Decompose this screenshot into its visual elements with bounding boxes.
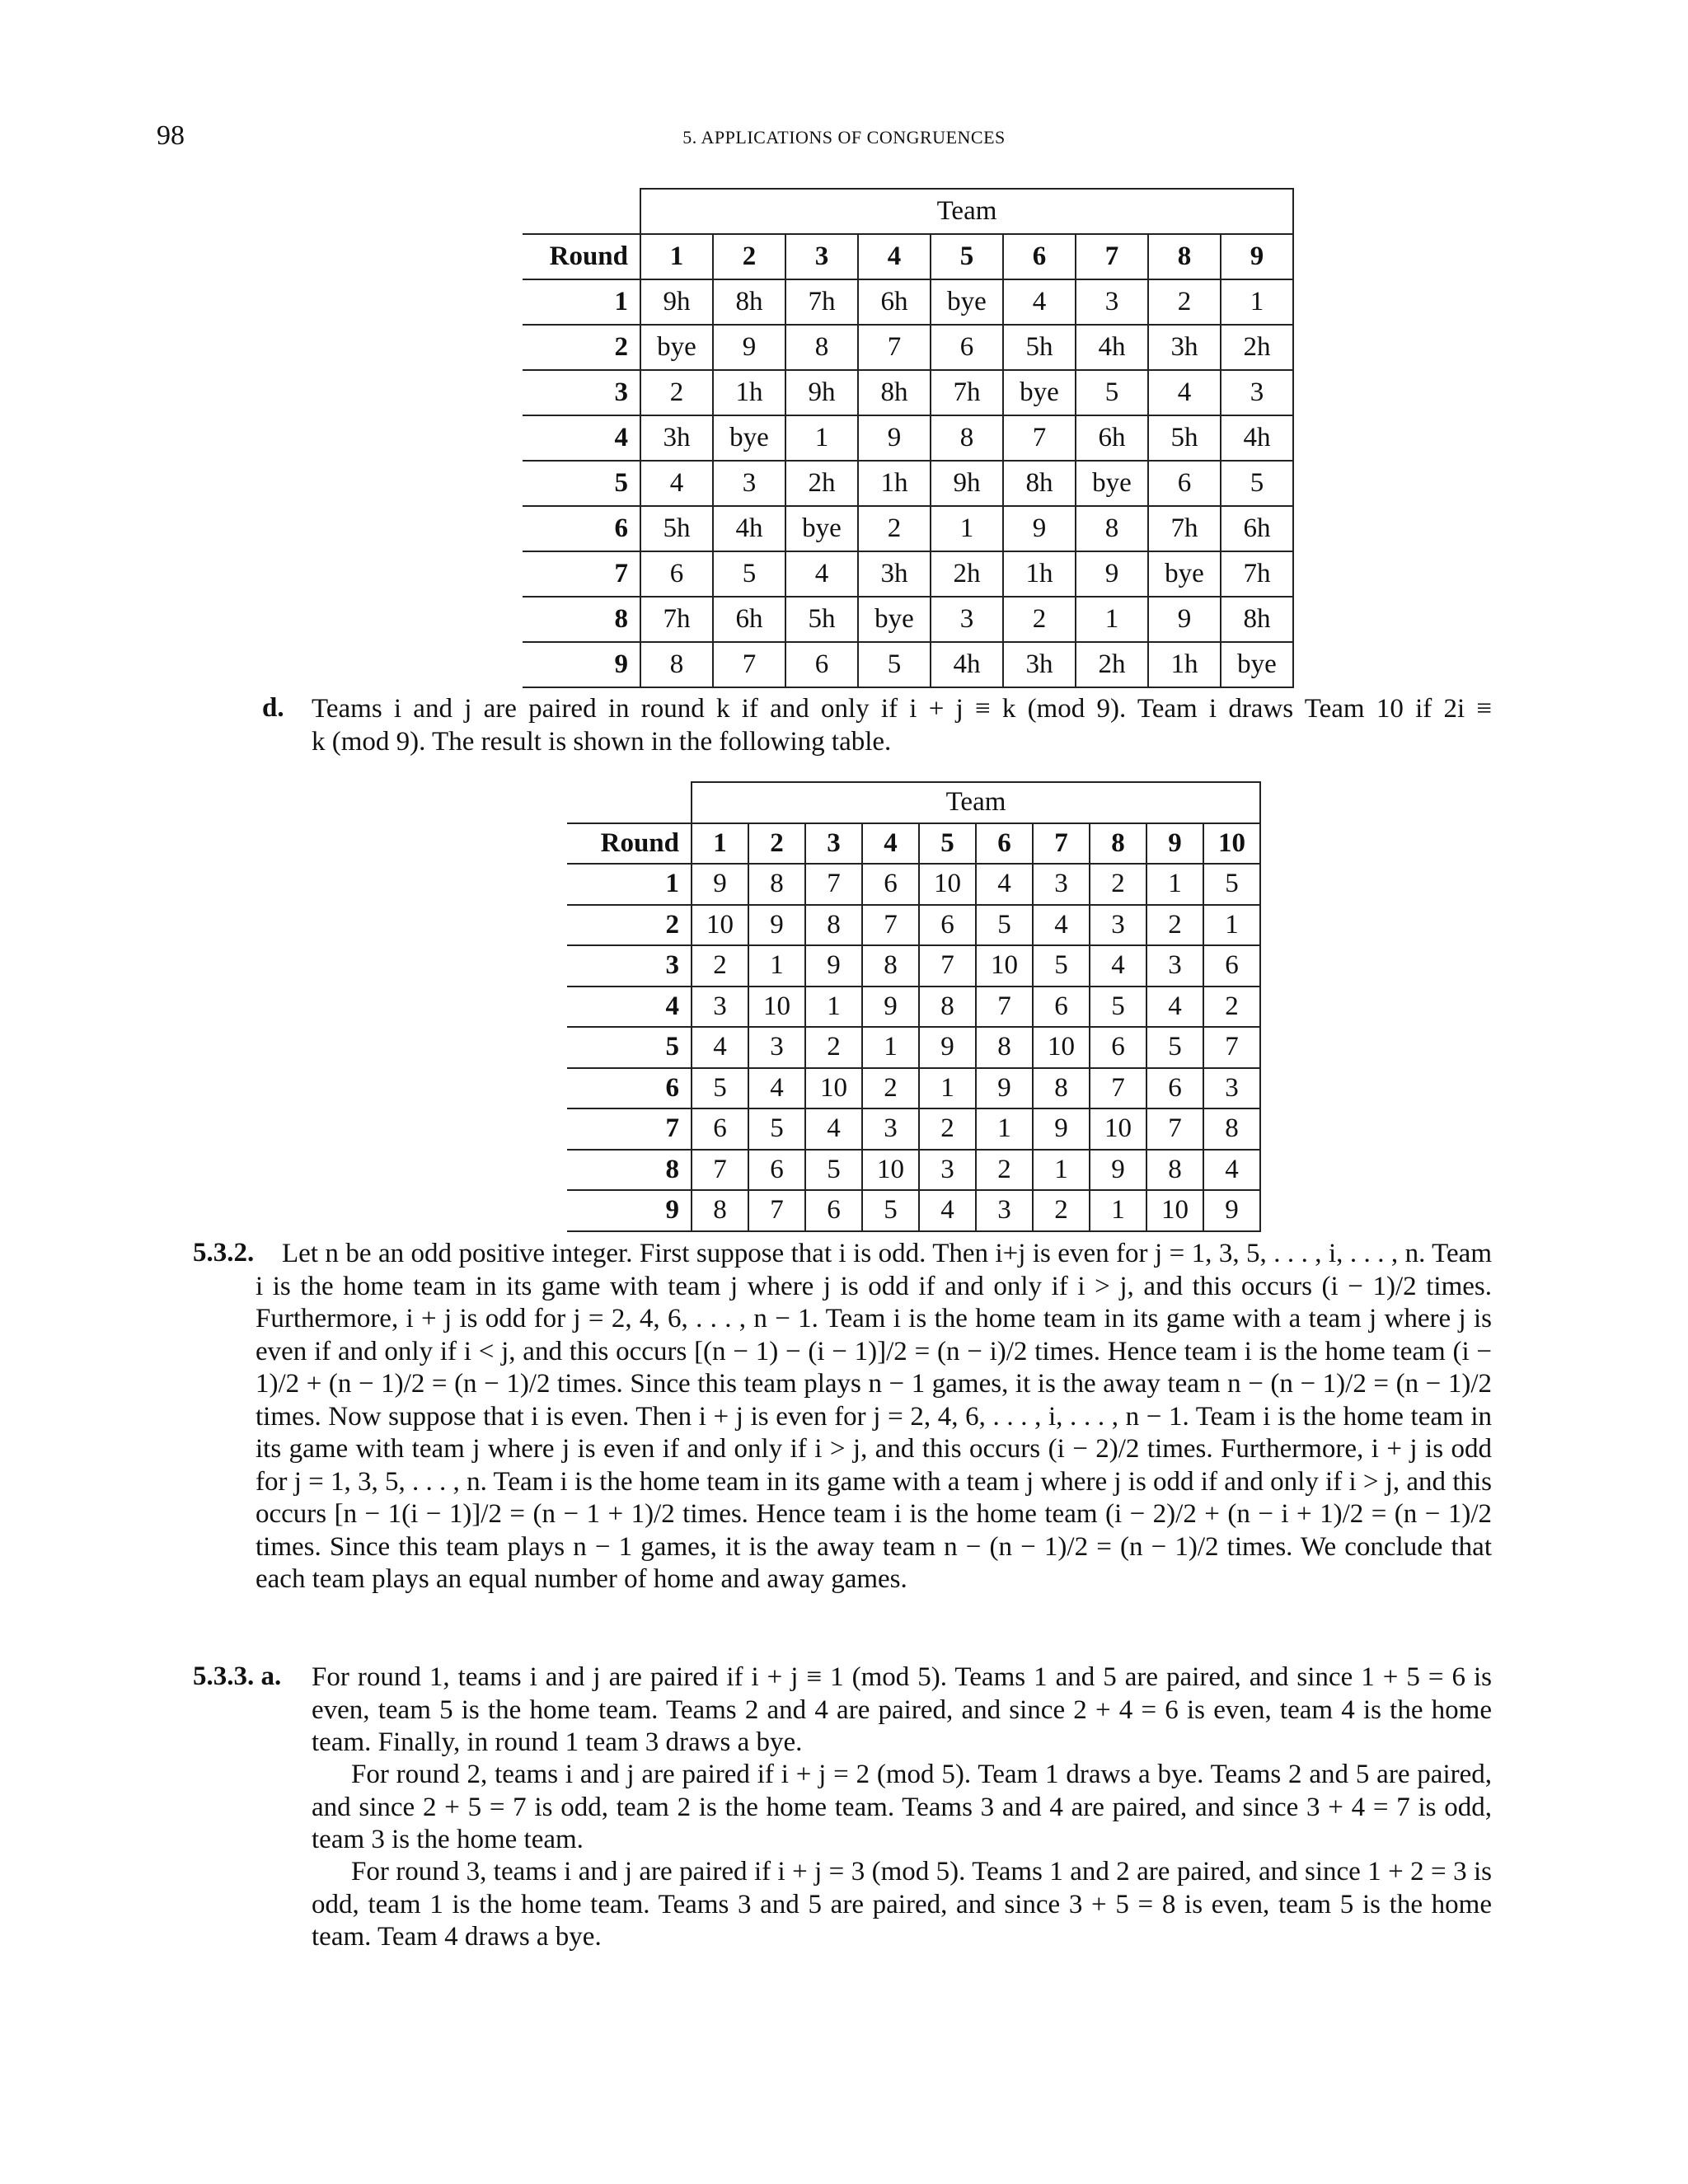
table-cell: 9 <box>713 325 785 370</box>
table-row <box>567 1150 1260 1191</box>
table-row <box>523 642 1293 687</box>
table-cell: 3 <box>1221 370 1293 415</box>
table-cell: 2 <box>919 1108 976 1150</box>
table-cell: 1 <box>1221 279 1293 325</box>
exercise-5-3-3-round1: For round 1, teams i and j are paired if i + j ≡ 1 (mod 5). Teams 1 and 5 are paired, and since 1 + 5 = 6 is even, team 5 is the home team. Teams 2 and 4 are paired, and since 2 + 4 = 6 is even, team 4 is the home team. Finally, in round 1 team 3 draws a bye. <box>312 1662 1492 1757</box>
table-cell: 2h <box>1076 642 1148 687</box>
table-cell: 10 <box>1146 1190 1203 1231</box>
table-cell: 2h <box>1221 325 1293 370</box>
table-cell: 6 <box>805 1190 862 1231</box>
table-cell: 1 <box>785 415 858 461</box>
table-cell: 9 <box>862 987 919 1028</box>
round-label: 8 <box>523 597 640 642</box>
table-cell: 2 <box>805 1027 862 1068</box>
table-cell: 4 <box>805 1108 862 1150</box>
table-cell: 10 <box>805 1068 862 1109</box>
table-cell: bye <box>1003 370 1076 415</box>
column-header: 1 <box>692 823 748 865</box>
schedule-table-10-teams <box>567 781 1261 1232</box>
table-cell: 3h <box>640 415 713 461</box>
table-cell: 5 <box>1146 1027 1203 1068</box>
table-corner <box>567 782 692 823</box>
schedule-table-9-teams <box>523 188 1294 688</box>
exercise-5-3-2-body: Let n be an odd positive integer. First suppose that i is odd. Then i+j is even for j = 1, 3, 5, . . . , i, . . . , n. Team i is the home team in its game with team j where j is odd if and only if i > j, and this occurs (i − 1)/2 times. Furthermore, i + j is odd for j = 2, 4, 6, . . . , n − 1. Team i is the home team in its game with a team j where j is even if and only if i < j, and this occurs [(n − 1) − (i − 1)]/2 = (n − i)/2 times. Hence team i is the home team (i − 1)/2 + (n − 1)/2 = (n − 1)/2 times. Since this team plays n − 1 games, it is the away team n − (n − 1)/2 = (n − 1)/2 times. Now suppose that i is even. Then i + j is even for j = 2, 4, 6, . . . , i, . . . , n − 1. Team i is the home team in its game with team j where j is even if and only if i > j, and this occurs (i − 2)/2 times. Furthermore, i + j is odd for j = 1, 3, 5, . . . , n. Team i is the home team in its game with a team j where j is odd if and only if i > j, and this occurs [n − 1(i − 1)]/2 = (n − 1 + 1)/2 times. Hence team i is the home team (i − 2)/2 + (n − i + 1)/2 = (n − 1)/2 times. Since this team plays n − 1 games, it is the away team n − (n − 1)/2 = (n − 1)/2 times. We conclude that each team plays an equal number of home and away games. <box>256 1239 1492 1594</box>
table-cell: 9 <box>1003 506 1076 551</box>
table-cell: 3 <box>692 987 748 1028</box>
table-cell: bye <box>1148 551 1221 597</box>
table-cell: 4h <box>1076 325 1148 370</box>
page-number: 98 <box>157 120 185 151</box>
table-cell: 1h <box>858 461 931 506</box>
column-header: 7 <box>1076 234 1148 279</box>
part-d-line1: Teams i and j are paired in round k if and only if i + j ≡ k (mod 9). Team i draws Team 10 if 2i ≡ <box>312 694 1492 724</box>
table-cell: 2 <box>862 1068 919 1109</box>
round-label: 4 <box>567 987 692 1028</box>
table-cell: 1 <box>1076 597 1148 642</box>
table-cell: 1 <box>1033 1150 1090 1191</box>
exercise-5-3-2-text <box>256 1238 1492 1596</box>
round-label: 7 <box>523 551 640 597</box>
table-cell: 3 <box>713 461 785 506</box>
table-cell: 4 <box>1146 987 1203 1028</box>
table-cell: 6h <box>713 597 785 642</box>
table-cell: 2 <box>692 945 748 987</box>
table-cell: 7 <box>748 1190 805 1231</box>
table-cell: 4 <box>1003 279 1076 325</box>
table-cell: 5 <box>1076 370 1148 415</box>
table-row <box>523 597 1293 642</box>
table-row <box>567 945 1260 987</box>
table-cell: 3 <box>1203 1068 1260 1109</box>
running-head: 5. APPLICATIONS OF CONGRUENCES <box>682 127 1006 148</box>
row-header-round: Round <box>523 234 640 279</box>
table-cell: 6 <box>1033 987 1090 1028</box>
table-cell: 2 <box>1033 1190 1090 1231</box>
table-cell: 6h <box>858 279 931 325</box>
table-cell: 8 <box>931 415 1003 461</box>
table-cell: 6 <box>931 325 1003 370</box>
table-cell: 3h <box>858 551 931 597</box>
table-cell: 1 <box>1203 905 1260 946</box>
column-header: 6 <box>976 823 1033 865</box>
column-header: 4 <box>858 234 931 279</box>
table-row <box>523 551 1293 597</box>
table-cell: 2h <box>785 461 858 506</box>
table-cell: 6 <box>748 1150 805 1191</box>
table-cell: 7 <box>1146 1108 1203 1150</box>
table-cell: 10 <box>748 987 805 1028</box>
table-cell: 6h <box>1076 415 1148 461</box>
table-cell: 7h <box>1221 551 1293 597</box>
column-header: 8 <box>1090 823 1146 865</box>
table-cell: 5h <box>1003 325 1076 370</box>
table-cell: 6 <box>862 864 919 905</box>
table-cell: 9h <box>785 370 858 415</box>
table-cell: 6 <box>640 551 713 597</box>
table-cell: 8 <box>1203 1108 1260 1150</box>
table-cell: 10 <box>862 1150 919 1191</box>
table-cell: bye <box>858 597 931 642</box>
round-label: 6 <box>567 1068 692 1109</box>
table-cell: 9 <box>1033 1108 1090 1150</box>
round-label: 3 <box>567 945 692 987</box>
table-cell: 5h <box>1148 415 1221 461</box>
column-header: 8 <box>1148 234 1221 279</box>
exercise-5-3-3-round3: For round 3, teams i and j are paired if i + j = 3 (mod 5). Teams 1 and 2 are paired, and since 1 + 2 = 3 is odd, team 1 is the home team. Teams 3 and 5 are paired, and since 3 + 5 = 8 is even, team 5 is the home team. Team 4 draws a bye. <box>312 1857 1492 1952</box>
table-cell: 1 <box>1090 1190 1146 1231</box>
table-cell: 7 <box>858 325 931 370</box>
table-cell: 7 <box>862 905 919 946</box>
table-cell: 8 <box>748 864 805 905</box>
part-d-label: d. <box>262 693 284 723</box>
round-label: 8 <box>567 1150 692 1191</box>
table-cell: 7h <box>931 370 1003 415</box>
table-cell: 9 <box>919 1027 976 1068</box>
table-cell: 1 <box>748 945 805 987</box>
table-cell: 4 <box>919 1190 976 1231</box>
round-label: 6 <box>523 506 640 551</box>
table-cell: 9 <box>1148 597 1221 642</box>
table-cell: 4 <box>785 551 858 597</box>
table-cell: 4 <box>1203 1150 1260 1191</box>
table-cell: 5 <box>713 551 785 597</box>
column-header: 9 <box>1221 234 1293 279</box>
table-cell: 9 <box>692 864 748 905</box>
table-cell: 7 <box>713 642 785 687</box>
round-label: 1 <box>523 279 640 325</box>
table-cell: 9h <box>931 461 1003 506</box>
table-cell: 9 <box>805 945 862 987</box>
table-cell: 9 <box>858 415 931 461</box>
table-cell: 5 <box>976 905 1033 946</box>
table-cell: 5 <box>1221 461 1293 506</box>
round-label: 4 <box>523 415 640 461</box>
row-header-round: Round <box>567 823 692 865</box>
table-cell: 9h <box>640 279 713 325</box>
table-cell: 6 <box>692 1108 748 1150</box>
table-cell: 2 <box>1148 279 1221 325</box>
column-header: 3 <box>785 234 858 279</box>
table-cell: 10 <box>919 864 976 905</box>
table-cell: 2 <box>858 506 931 551</box>
table-cell: 2 <box>640 370 713 415</box>
table-cell: 6 <box>919 905 976 946</box>
table-cell: 4 <box>748 1068 805 1109</box>
table-cell: 5 <box>692 1068 748 1109</box>
table-cell: 8 <box>976 1027 1033 1068</box>
table-cell: 10 <box>692 905 748 946</box>
table-cell: 3 <box>862 1108 919 1150</box>
table-cell: 1 <box>805 987 862 1028</box>
table-cell: 3 <box>976 1190 1033 1231</box>
table-cell: 10 <box>1033 1027 1090 1068</box>
table-cell: bye <box>1076 461 1148 506</box>
column-header: 7 <box>1033 823 1090 865</box>
column-header: 1 <box>640 234 713 279</box>
column-header: 2 <box>713 234 785 279</box>
table-cell: 5 <box>1033 945 1090 987</box>
round-label: 7 <box>567 1108 692 1150</box>
column-header: 10 <box>1203 823 1260 865</box>
table-cell: 1 <box>976 1108 1033 1150</box>
table-row <box>523 506 1293 551</box>
table-cell: 7 <box>976 987 1033 1028</box>
table-cell: 7 <box>805 864 862 905</box>
table-cell: 1 <box>1146 864 1203 905</box>
table-cell: 3 <box>1090 905 1146 946</box>
table-cell: 6 <box>1203 945 1260 987</box>
table-cell: 6h <box>1221 506 1293 551</box>
table-cell: 4 <box>1033 905 1090 946</box>
table-row <box>523 415 1293 461</box>
table-cell: 8 <box>1033 1068 1090 1109</box>
table-cell: 9 <box>1076 551 1148 597</box>
exercise-5-3-2-label: 5.3.2. <box>193 1238 255 1268</box>
table-cell: 7 <box>692 1150 748 1191</box>
exercise-5-3-3-label: 5.3.3. a. <box>193 1661 282 1691</box>
column-header: 6 <box>1003 234 1076 279</box>
table-cell: 5 <box>805 1150 862 1191</box>
table-cell: 2 <box>976 1150 1033 1191</box>
table-cell: 4 <box>692 1027 748 1068</box>
table-cell: 3 <box>1076 279 1148 325</box>
table-cell: 4h <box>713 506 785 551</box>
table-cell: 8 <box>1146 1150 1203 1191</box>
table-cell: 2 <box>1203 987 1260 1028</box>
table-cell: 7 <box>1203 1027 1260 1068</box>
table-cell: 7 <box>1003 415 1076 461</box>
table-cell: 7h <box>1148 506 1221 551</box>
part-d-line2: k (mod 9). The result is shown in the following table. <box>312 726 892 757</box>
column-header: 5 <box>931 234 1003 279</box>
table-cell: 2 <box>1003 597 1076 642</box>
table-row <box>523 325 1293 370</box>
table-cell: 3 <box>1033 864 1090 905</box>
table-cell: bye <box>1221 642 1293 687</box>
table-cell: 5h <box>640 506 713 551</box>
round-label: 1 <box>567 864 692 905</box>
table-row <box>567 1190 1260 1231</box>
table-cell: 1h <box>713 370 785 415</box>
table-cell: 3 <box>748 1027 805 1068</box>
table-row <box>567 987 1260 1028</box>
table-cell: 5h <box>785 597 858 642</box>
table-cell: 7 <box>919 945 976 987</box>
table-cell: 5 <box>1203 864 1260 905</box>
table-cell: 8 <box>919 987 976 1028</box>
table-cell: 4 <box>1148 370 1221 415</box>
table-row <box>567 864 1260 905</box>
round-label: 2 <box>567 905 692 946</box>
table-row <box>523 461 1293 506</box>
table-cell: 8 <box>862 945 919 987</box>
table-cell: 3 <box>1146 945 1203 987</box>
table-cell: 7h <box>640 597 713 642</box>
table-cell: 9 <box>976 1068 1033 1109</box>
table-cell: 5 <box>1090 987 1146 1028</box>
table-cell: 9 <box>1090 1150 1146 1191</box>
round-label: 5 <box>523 461 640 506</box>
table-cell: 10 <box>1090 1108 1146 1150</box>
table-cell: 4h <box>1221 415 1293 461</box>
table-cell: 8 <box>805 905 862 946</box>
table-cell: 8 <box>640 642 713 687</box>
table-cell: bye <box>785 506 858 551</box>
column-header: 3 <box>805 823 862 865</box>
table-cell: 2h <box>931 551 1003 597</box>
table-row <box>567 1027 1260 1068</box>
table-row <box>567 1068 1260 1109</box>
table-cell: 3h <box>1148 325 1221 370</box>
table-corner <box>523 189 640 234</box>
table-cell: bye <box>713 415 785 461</box>
table-cell: 4 <box>1090 945 1146 987</box>
table-cell: 1 <box>919 1068 976 1109</box>
table-cell: 9 <box>1203 1190 1260 1231</box>
table-cell: 4 <box>976 864 1033 905</box>
table-cell: 7 <box>1090 1068 1146 1109</box>
table-cell: 5 <box>748 1108 805 1150</box>
table-cell: 8 <box>785 325 858 370</box>
table-cell: 3 <box>931 597 1003 642</box>
table-cell: 8h <box>1221 597 1293 642</box>
table-cell: 1h <box>1148 642 1221 687</box>
table-cell: 8 <box>692 1190 748 1231</box>
table-cell: 10 <box>976 945 1033 987</box>
exercise-5-3-3-round2: For round 2, teams i and j are paired if i + j = 2 (mod 5). Team 1 draws a bye. Teams 2 and 5 are paired, and since 2 + 5 = 7 is odd, team 2 is the home team. Teams 3 and 4 are paired, and since 3 + 4 = 7 is odd, team 3 is the home team. <box>312 1760 1492 1854</box>
column-header: 9 <box>1146 823 1203 865</box>
round-label: 3 <box>523 370 640 415</box>
table-cell: 9 <box>748 905 805 946</box>
table-caption-team: Team <box>692 782 1260 823</box>
round-label: 9 <box>523 642 640 687</box>
table-cell: 6 <box>1090 1027 1146 1068</box>
round-label: 9 <box>567 1190 692 1231</box>
table-cell: 3h <box>1003 642 1076 687</box>
table-cell: bye <box>931 279 1003 325</box>
table-cell: 8 <box>1076 506 1148 551</box>
table-cell: 8h <box>713 279 785 325</box>
table-cell: 3 <box>919 1150 976 1191</box>
table-cell: 1 <box>862 1027 919 1068</box>
column-header: 4 <box>862 823 919 865</box>
table-caption-team: Team <box>640 189 1293 234</box>
table-cell: 1 <box>931 506 1003 551</box>
table-cell: 1h <box>1003 551 1076 597</box>
table-cell: 8h <box>858 370 931 415</box>
table-cell: 8h <box>1003 461 1076 506</box>
table-row <box>523 279 1293 325</box>
table-row <box>523 370 1293 415</box>
table-row <box>567 905 1260 946</box>
table-cell: 6 <box>785 642 858 687</box>
part-d-text <box>312 693 1492 758</box>
column-header: 2 <box>748 823 805 865</box>
table-cell: 4 <box>640 461 713 506</box>
table-row <box>567 1108 1260 1150</box>
table-cell: 5 <box>862 1190 919 1231</box>
table-cell: bye <box>640 325 713 370</box>
round-label: 2 <box>523 325 640 370</box>
table-cell: 6 <box>1146 1068 1203 1109</box>
table-cell: 7h <box>785 279 858 325</box>
table-cell: 2 <box>1146 905 1203 946</box>
column-header: 5 <box>919 823 976 865</box>
round-label: 5 <box>567 1027 692 1068</box>
table-cell: 5 <box>858 642 931 687</box>
table-cell: 4h <box>931 642 1003 687</box>
table-cell: 2 <box>1090 864 1146 905</box>
table-cell: 6 <box>1148 461 1221 506</box>
